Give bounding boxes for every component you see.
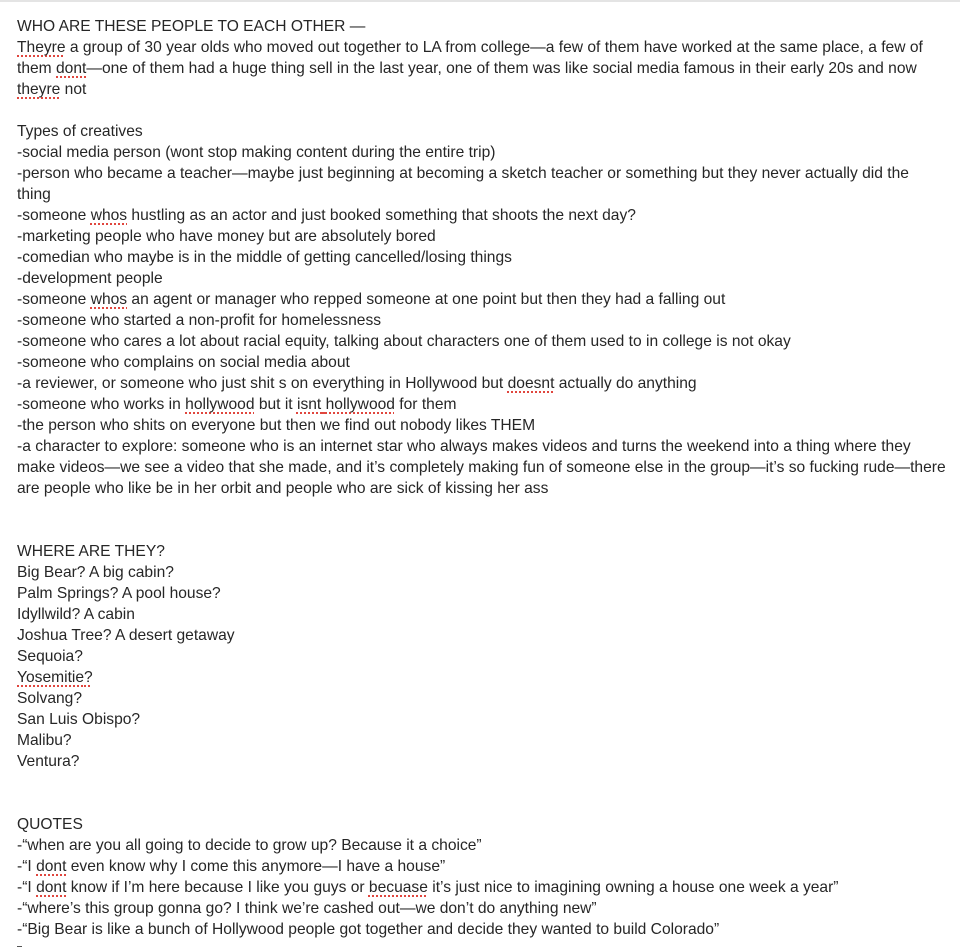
list-item: Malibu? (17, 732, 72, 749)
list-item: Sequoia? (17, 648, 83, 665)
misspelled-word[interactable]: theyre (17, 81, 61, 98)
notes-document-body[interactable] (17, 16, 947, 940)
list-item: -development people (17, 270, 163, 287)
list-item: -comedian who maybe is in the middle of getting cancelled/losing things (17, 249, 512, 266)
misspelled-word[interactable]: whos (90, 207, 128, 224)
misspelled-word[interactable]: dont (36, 879, 67, 896)
misspelled-word[interactable]: becuase (368, 879, 428, 896)
creatives-heading: Types of creatives (17, 123, 143, 140)
list-item: Solvang? (17, 690, 83, 707)
list-item: -“Big Bear is like a bunch of Hollywood people got together and decide they wanted to build Colorado” (17, 921, 720, 938)
list-item: San Luis Obispo? (17, 711, 141, 728)
window-top-edge (0, 0, 960, 2)
list-item: -“I dont even know why I come this anymore—I have a house” (17, 858, 446, 875)
list-item: Palm Springs? A pool house? (17, 585, 221, 602)
list-item: -social media person (wont stop making content during the entire trip) (17, 144, 496, 161)
list-item: -“when are you all going to decide to grow up? Because it a choice” (17, 837, 482, 854)
list-item: -a character to explore: someone who is an internet star who always makes videos and turns the weekend into a thing where they make videos—we see a video that she made, and it’s completely making fun of someone else in the group—it’s so fucking rude—there are people who like be in her orbit and people who are sick of kissing her ass (17, 438, 946, 497)
list-item: -someone who started a non-profit for homelessness (17, 312, 382, 329)
list-item: -someone who complains on social media about (17, 354, 350, 371)
list-item: Big Bear? A big cabin? (17, 564, 174, 581)
misspelled-word[interactable]: Yosemitie? (17, 669, 93, 686)
list-item: Joshua Tree? A desert getaway (17, 627, 235, 644)
misspelled-word[interactable]: hollywood (185, 396, 255, 413)
blank-line (17, 100, 947, 121)
list-item: -marketing people who have money but are absolutely bored (17, 228, 436, 245)
list-item: -someone who works in hollywood but it isnt hollywood for them (17, 396, 457, 413)
list-item: -someone whos hustling as an actor and just booked something that shoots the next day? (17, 207, 636, 224)
list-item: -person who became a teacher—maybe just beginning at becoming a sketch teacher or something but they never actually did the thing (17, 165, 909, 203)
quotes-heading: QUOTES (17, 816, 83, 833)
misspelled-word[interactable]: doesnt (507, 375, 555, 392)
list-item: -a reviewer, or someone who just shit s on everything in Hollywood but doesnt actually do anything (17, 375, 697, 392)
list-item (17, 667, 947, 688)
list-item: -someone who cares a lot about racial equity, talking about characters one of them used to in college is not okay (17, 333, 791, 350)
relationships-heading: WHO ARE THESE PEOPLE TO EACH OTHER — (17, 18, 366, 35)
misspelled-word[interactable]: isnt hollywood (296, 396, 395, 413)
list-item: Ventura? (17, 753, 80, 770)
misspelled-word[interactable]: Theyre (17, 39, 66, 56)
list-item: -the person who shits on everyone but then we find out nobody likes THEM (17, 417, 536, 434)
list-item: -“where’s this group gonna go? I think we’re cashed out—we don’t do anything new” (17, 900, 597, 917)
text-cursor (17, 946, 22, 947)
misspelled-word[interactable]: whos (90, 291, 128, 308)
misspelled-word[interactable]: dont (36, 858, 67, 875)
list-item: -someone whos an agent or manager who repped someone at one point but then they had a falling out (17, 291, 726, 308)
blank-line (17, 772, 947, 814)
blank-line (17, 499, 947, 541)
misspelled-word[interactable]: dont (56, 60, 87, 77)
locations-heading: WHERE ARE THEY? (17, 543, 165, 560)
list-item: Idyllwild? A cabin (17, 606, 135, 623)
list-item: -“I dont know if I’m here because I like you guys or becuase it’s just nice to imagining owning a house one week a year” (17, 879, 839, 896)
relationships-paragraph: Theyre a group of 30 year olds who moved out together to LA from college—a few of them have worked at the same place, a few of them dont—one of them had a huge thing sell in the last year, one of them was like social media famous in their early 20s and now theyre not (17, 39, 923, 98)
